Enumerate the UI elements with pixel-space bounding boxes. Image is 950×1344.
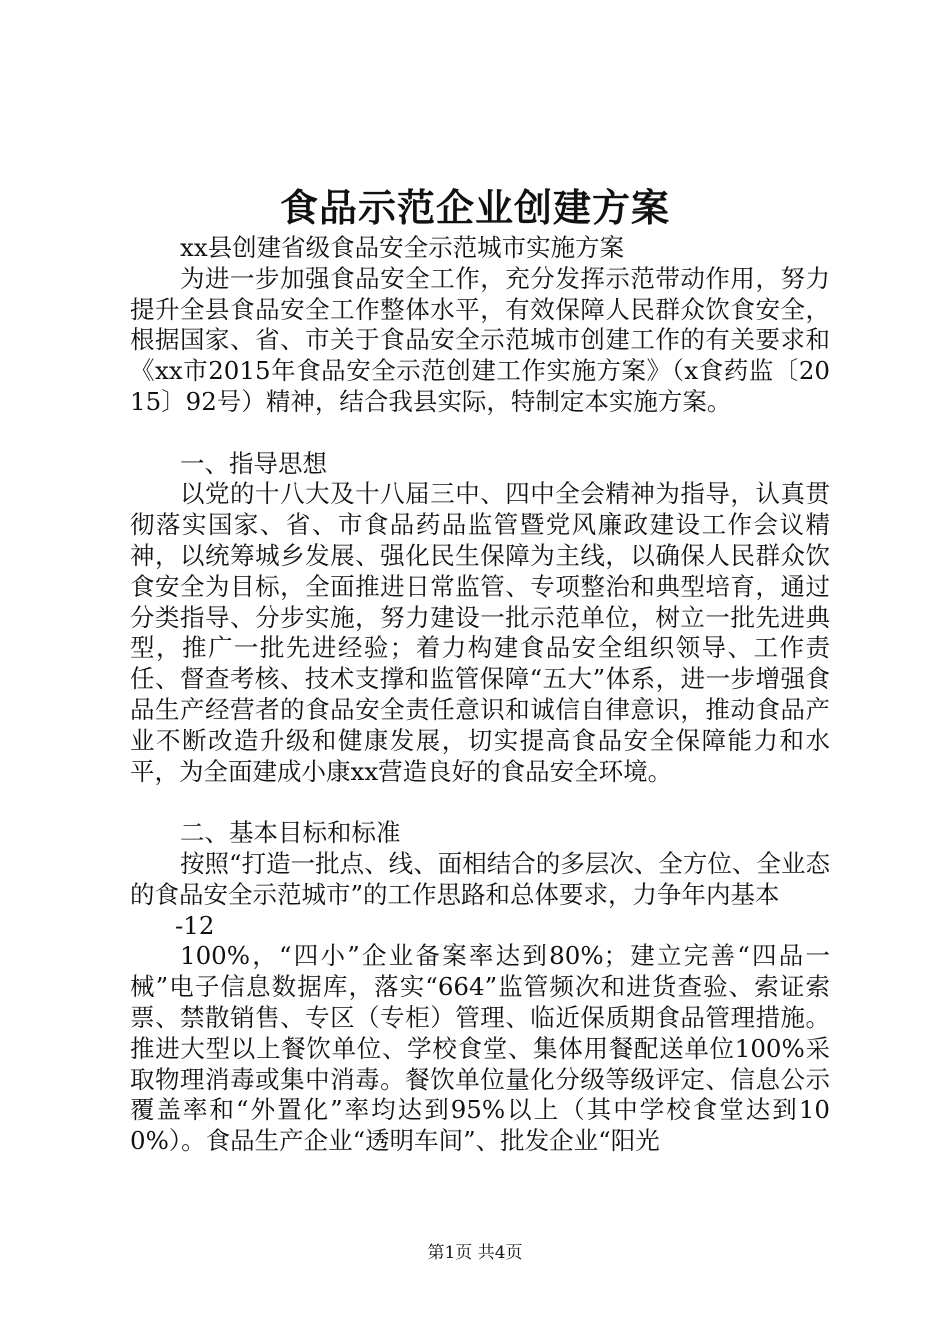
document-body xyxy=(130,233,830,1157)
page-footer: 第1页 共4页 xyxy=(427,1243,523,1263)
section-heading-guiding-thought: 一、指导思想 xyxy=(180,448,327,478)
section-paragraph-guiding-thought: 以党的十八大及十八届三中、四中全会精神为指导，认真贯彻落实国家、省、市食品药品监管暨党风廉政建设工作会议精神，以统筹城乡发展、强化民生保障为主线，以确保人民群众饮食安全为目标，全面推进日常监管、专项整治和典型培育，通过分类指导、分步实施，努力建设一批示范单位，树立一批先进典型，推广一批先进经验；着力构建食品安全组织领导、工作责任、督查考核、技术支撑和监管保障“五大”体系，进一步增强食品生产经营者的食品安全责任意识和诚信自律意识，推动食品产业不断改造升级和健康发展，切实提高食品安全保障能力和水平，为全面建成小康xx营造良好的食品安全环境。 xyxy=(130,479,830,786)
document-title: 食品示范企业创建方案 xyxy=(279,185,670,230)
page-marker: -12 xyxy=(175,910,215,940)
intro-paragraph: 为进一步加强食品安全工作，充分发挥示范带动作用，努力提升全县食品安全工作整体水平，有效保障人民群众饮食安全，根据国家、省、市关于食品安全示范城市创建工作的有关要求和《xx市2015年食品安全示范创建工作实施方案》（x食药监〔2015〕92号）精神，结合我县实际，特制定本实施方案。 xyxy=(130,263,830,416)
section-heading-goals-standards: 二、基本目标和标准 xyxy=(180,818,401,848)
document-subtitle: xx县创建省级食品安全示范城市实施方案 xyxy=(180,233,625,262)
continuation-paragraph: 100%，“四小”企业备案率达到80%；建立完善“四品一械”电子信息数据库，落实“664”监管频次和进货查验、索证索票、禁散销售、专区（专柜）管理、临近保质期食品管理措施。推进大型以上餐饮单位、学校食堂、集体用餐配送单位100%采取物理消毒或集中消毒。餐饮单位量化分级等级评定、信息公示覆盖率和“外置化”率均达到95%以上（其中学校食堂达到100%）。食品生产企业“透明车间”、批发企业“阳光 xyxy=(130,941,830,1156)
section-paragraph-goals-standards: 按照“打造一批点、线、面相结合的多层次、全方位、全业态的食品安全示范城市”的工作思路和总体要求，力争年内基本 xyxy=(130,848,830,909)
